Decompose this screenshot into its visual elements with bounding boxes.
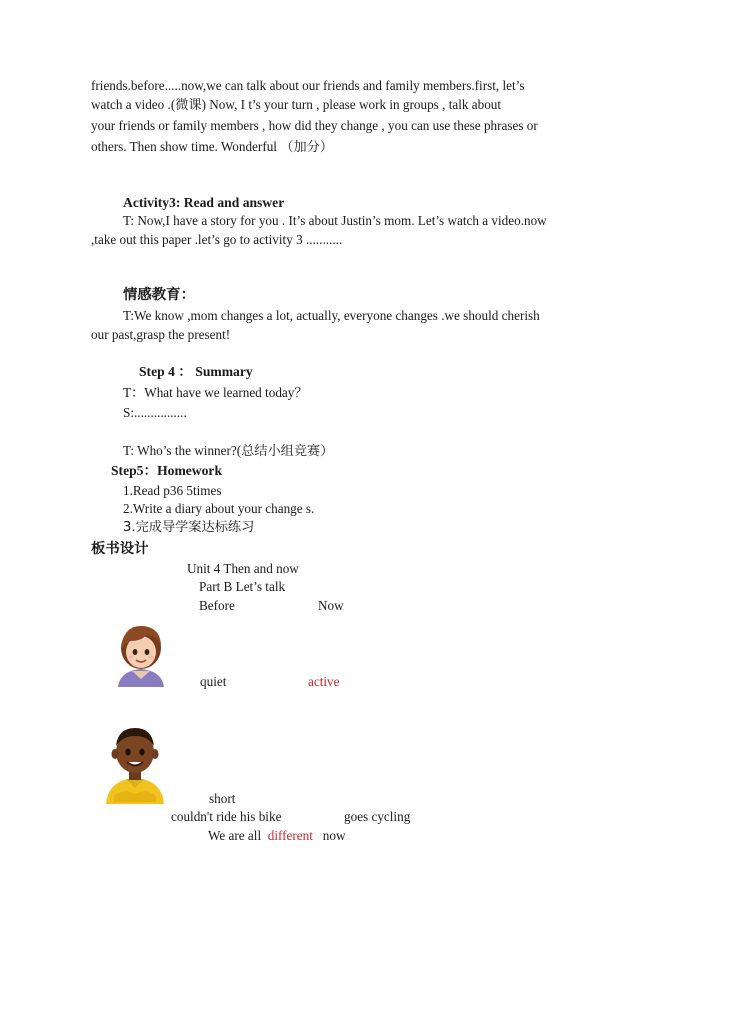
activity3-heading: Activity3: Read and answer: [123, 195, 285, 210]
step4-winner-line: [123, 443, 333, 460]
board-active: active: [308, 674, 340, 689]
board-couldnt: couldn't ride his bike: [171, 809, 282, 824]
para1-line2-cn: 微课: [175, 98, 202, 113]
homework-item-3: 3.完成导学案达标练习: [123, 520, 255, 535]
winner-cn: 总结小组竞赛: [241, 444, 321, 459]
different-word: different: [267, 828, 313, 843]
we-are-all: We are all: [208, 828, 262, 843]
homework-item-2: 2.Write a diary about your change s.: [123, 501, 315, 516]
board-part: Part B Let’s talk: [199, 579, 286, 594]
emotion-line2: our past,grasp the present!: [91, 327, 231, 342]
step4-heading: Step 4 ： Summary: [139, 364, 253, 379]
board-heading: 板书设计: [91, 541, 149, 557]
para1-line2: [91, 97, 501, 114]
para1-line4-a: others. Then show time. Wonderful （: [91, 139, 294, 154]
para1-line1: friends.before.....now,we can talk about our friends and family members.first, let’s: [91, 78, 525, 93]
now-word: now: [322, 828, 346, 843]
activity3-line2: ,take out this paper .let’s go to activity 3 ...........: [91, 232, 343, 247]
para1-line4: [91, 139, 333, 156]
emotion-line1: T:We know ,mom changes a lot, actually, everyone changes .we should cherish: [123, 308, 540, 323]
board-summary-line: [208, 828, 346, 844]
board-col-before: Before: [199, 598, 235, 613]
para1-line4-b: ）: [319, 139, 334, 154]
para1-line2-b: ) Now, I t’s your turn , please work in groups , talk about: [201, 97, 502, 112]
board-unit: Unit 4 Then and now: [187, 561, 299, 576]
para1-line3: your friends or family members , how did they change , you can use these phrases or: [91, 118, 538, 133]
activity3-line1: T: Now,I have a story for you . It’s about Justin’s mom. Let’s watch a video.now: [123, 213, 547, 228]
step5-heading: Step5：Homework: [111, 463, 223, 478]
step4-teacher-line: T：What have we learned today？: [123, 385, 308, 400]
winner-b: ）: [320, 443, 334, 458]
board-short: short: [209, 791, 236, 806]
step4-student-line: S:................: [123, 405, 187, 420]
boy-avatar-icon: [104, 724, 166, 804]
board-cycling: goes cycling: [344, 809, 411, 824]
para1-line2-a: watch a video .(: [91, 97, 176, 112]
girl-avatar-icon: [112, 619, 170, 687]
homework-item-1: 1.Read p36 5times: [123, 483, 222, 498]
winner-a: T: Who’s the winner?(: [123, 443, 242, 458]
para1-line4-cn: 加分: [293, 140, 320, 155]
emotion-heading: 情感教育：: [123, 287, 195, 303]
board-quiet: quiet: [200, 674, 227, 689]
board-col-now: Now: [318, 598, 344, 613]
